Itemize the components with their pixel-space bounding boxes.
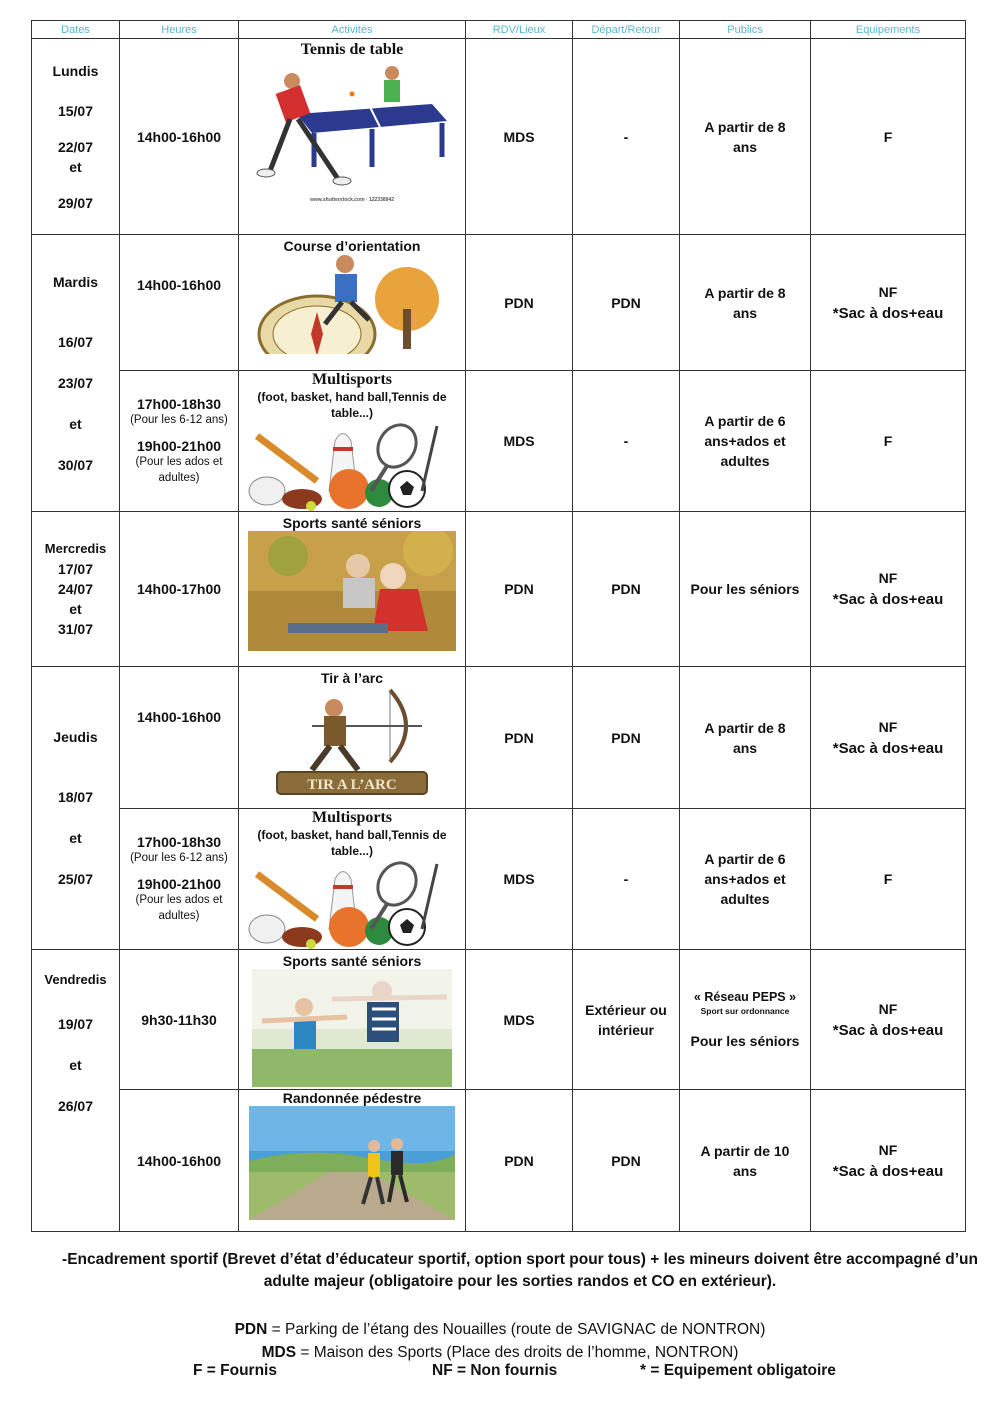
equip-note: *Sac à dos+eau [832, 1021, 944, 1039]
date: 26/07 [57, 1097, 94, 1114]
friday-depart-1: Extérieur ou intérieur [573, 950, 680, 1090]
wednesday-public: Pour les séniors [680, 512, 811, 667]
public-label: Pour les séniors [690, 1032, 800, 1049]
activity-title: Multisports [312, 809, 392, 826]
seniors-photo [248, 531, 456, 651]
tuesday-dates [32, 235, 120, 512]
monday-depart: - [573, 39, 680, 235]
activity-title: Tennis de table [300, 41, 404, 58]
wednesday-row [32, 512, 966, 667]
equip-status: NF [878, 1141, 898, 1158]
wednesday-activity [239, 512, 466, 667]
pdn-abbr: PDN [234, 1321, 268, 1338]
tuesday-public-1: A partir de 8 ans [680, 235, 811, 371]
hiking-photo [249, 1106, 455, 1220]
multisports-image [247, 421, 457, 511]
header-rdv: RDV/Lieux [466, 21, 573, 39]
nf-legend: NF = Non fournis [432, 1362, 558, 1379]
equip-status: NF [878, 1000, 898, 1017]
monday-dates [32, 39, 120, 235]
date: 29/07 [57, 194, 94, 211]
time-slot: 19h00-21h00 [136, 876, 222, 892]
friday-equip-1 [811, 950, 966, 1090]
mds-legend [0, 1341, 1000, 1364]
date: 30/07 [57, 456, 94, 473]
date: 17/07 [57, 561, 94, 577]
friday-depart-2: PDN [573, 1090, 680, 1232]
thursday-depart-2: - [573, 809, 680, 950]
thursday-equip-2: F [811, 809, 966, 950]
monday-hours: 14h00-16h00 [120, 39, 239, 235]
tuesday-rdv-2: MDS [466, 371, 573, 512]
thursday-activity-2 [239, 809, 466, 950]
equip-note: *Sac à dos+eau [832, 304, 944, 322]
wednesday-hours: 14h00-17h00 [120, 512, 239, 667]
day-label: Mercredis [44, 541, 107, 556]
date: 23/07 [57, 374, 94, 391]
friday-rdv-2: PDN [466, 1090, 573, 1232]
friday-hours-1: 9h30-11h30 [120, 950, 239, 1090]
equip-status: NF [878, 283, 898, 300]
tuesday-hours-2 [120, 371, 239, 512]
thursday-equip-1 [811, 667, 966, 809]
thursday-row-2 [32, 809, 966, 950]
activity-subtitle: (foot, basket, hand ball,Tennis de table...) [257, 390, 447, 420]
friday-row-1 [32, 950, 966, 1090]
equip-note: *Sac à dos+eau [832, 591, 944, 608]
pdn-text: = Parking de l’étang des Nouailles (route de SAVIGNAC de NONTRON) [267, 1321, 766, 1338]
multisports-image [247, 859, 457, 949]
thursday-depart-1: PDN [573, 667, 680, 809]
pdn-legend [0, 1318, 1000, 1341]
date: 31/07 [57, 621, 94, 637]
seniors-stretch-photo [252, 969, 452, 1087]
time-note: (Pour les ados et adultes) [135, 456, 223, 484]
friday-public-1 [680, 950, 811, 1090]
date: 24/07 [57, 581, 94, 597]
header-depart: Départ/Retour [573, 21, 680, 39]
tuesday-activity-2 [239, 371, 466, 512]
thursday-dates [32, 667, 120, 950]
activity-title: Course d’orientation [283, 238, 421, 254]
activity-title: Randonnée pédestre [282, 1090, 422, 1106]
thursday-public-2: A partir de 6 ans+ados et adultes [680, 809, 811, 950]
header-activities: Activités [239, 21, 466, 39]
et-label: et [69, 158, 82, 175]
equip-status: NF [878, 570, 898, 586]
peps-tag: « Réseau PEPS » [693, 989, 797, 1004]
time-note: (Pour les 6-12 ans) [130, 414, 228, 426]
friday-activity-2 [239, 1090, 466, 1232]
f-legend: F = Fournis [193, 1362, 277, 1379]
time-note: (Pour les 6-12 ans) [130, 852, 228, 864]
peps-subtag: Sport sur ordonnance [700, 1005, 790, 1016]
friday-public-2: A partir de 10 ans [680, 1090, 811, 1232]
friday-row-2 [32, 1090, 966, 1232]
et-label: et [69, 830, 82, 846]
activity-title: Tir à l’arc [320, 670, 383, 686]
tuesday-depart-1: PDN [573, 235, 680, 371]
day-label: Lundis [52, 62, 99, 79]
day-label: Vendredis [44, 971, 107, 987]
activity-title: Sports santé séniors [282, 953, 422, 969]
date: 25/07 [57, 871, 94, 887]
header-public: Publics [680, 21, 811, 39]
date: 18/07 [57, 789, 94, 805]
thursday-activity-1 [239, 667, 466, 809]
thursday-rdv-1: PDN [466, 667, 573, 809]
tuesday-row-1 [32, 235, 966, 371]
thursday-hours-1: 14h00-16h00 [120, 667, 239, 809]
header-hours: Heures [120, 21, 239, 39]
tuesday-public-2: A partir de 6 ans+ados et adultes [680, 371, 811, 512]
mds-text: = Maison des Sports (Place des droits de l’homme, NONTRON) [296, 1344, 739, 1361]
tuesday-activity-1 [239, 235, 466, 371]
thursday-public-1: A partir de 8 ans [680, 667, 811, 809]
mds-abbr: MDS [261, 1344, 297, 1361]
archery-image [272, 686, 432, 798]
et-label: et [69, 601, 82, 617]
header-dates: Dates [32, 21, 120, 39]
activity-title: Multisports [312, 371, 392, 388]
tuesday-depart-2: - [573, 371, 680, 512]
archery-sign: TIR A L’ARC [307, 777, 397, 793]
friday-equip-2 [811, 1090, 966, 1232]
et-label: et [69, 1056, 82, 1073]
location-legend [0, 1318, 1000, 1364]
thursday-hours-2 [120, 809, 239, 950]
date: 15/07 [57, 102, 94, 119]
monday-rdv: MDS [466, 39, 573, 235]
tuesday-hours-1: 14h00-16h00 [120, 235, 239, 371]
activity-title: Sports santé séniors [282, 515, 422, 531]
time-slot: 19h00-21h00 [136, 438, 222, 454]
header-equipment: Equipements [811, 21, 966, 39]
day-label: Jeudis [53, 729, 98, 745]
monday-activity [239, 39, 466, 235]
tuesday-row-2 [32, 371, 966, 512]
wednesday-depart: PDN [573, 512, 680, 667]
time-slot: 17h00-18h30 [136, 396, 222, 412]
date: 19/07 [57, 1015, 94, 1032]
friday-hours-2: 14h00-16h00 [120, 1090, 239, 1232]
tuesday-equip-2: F [811, 371, 966, 512]
equip-status: NF [878, 718, 898, 735]
date: 22/07 [57, 138, 94, 155]
day-label: Mardis [52, 273, 99, 290]
monday-row [32, 39, 966, 235]
table-tennis-image [252, 59, 452, 209]
wednesday-dates [32, 512, 120, 667]
thursday-rdv-2: MDS [466, 809, 573, 950]
et-label: et [69, 415, 82, 432]
header-row [32, 21, 966, 39]
tuesday-equip-1 [811, 235, 966, 371]
equip-note: *Sac à dos+eau [832, 739, 944, 757]
wednesday-equip [811, 512, 966, 667]
time-note: (Pour les ados et adultes) [135, 894, 223, 922]
wednesday-rdv: PDN [466, 512, 573, 667]
supervision-note: -Encadrement sportif (Brevet d’état d’éducateur sportif, option sport pour tous) + les mineurs doivent être accompagné d’un adulte majeur (obligatoire pour les sorties randos et CO en extérieur). [62, 1251, 978, 1290]
monday-equip: F [811, 39, 966, 235]
friday-activity-1 [239, 950, 466, 1090]
tuesday-rdv-1: PDN [466, 235, 573, 371]
thursday-row-1 [32, 667, 966, 809]
star-legend: * = Equipement obligatoire [640, 1362, 836, 1379]
orienteering-image [257, 254, 447, 354]
friday-dates [32, 950, 120, 1232]
equip-note: *Sac à dos+eau [832, 1162, 944, 1180]
friday-rdv-1: MDS [466, 950, 573, 1090]
monday-public: A partir de 8 ans [680, 39, 811, 235]
watermark: www.shutterstock.com · 122338942 [309, 197, 395, 203]
activity-subtitle: (foot, basket, hand ball,Tennis de table...) [257, 828, 447, 858]
date: 16/07 [57, 333, 94, 350]
time-slot: 17h00-18h30 [136, 834, 222, 850]
schedule-table [31, 20, 966, 1232]
